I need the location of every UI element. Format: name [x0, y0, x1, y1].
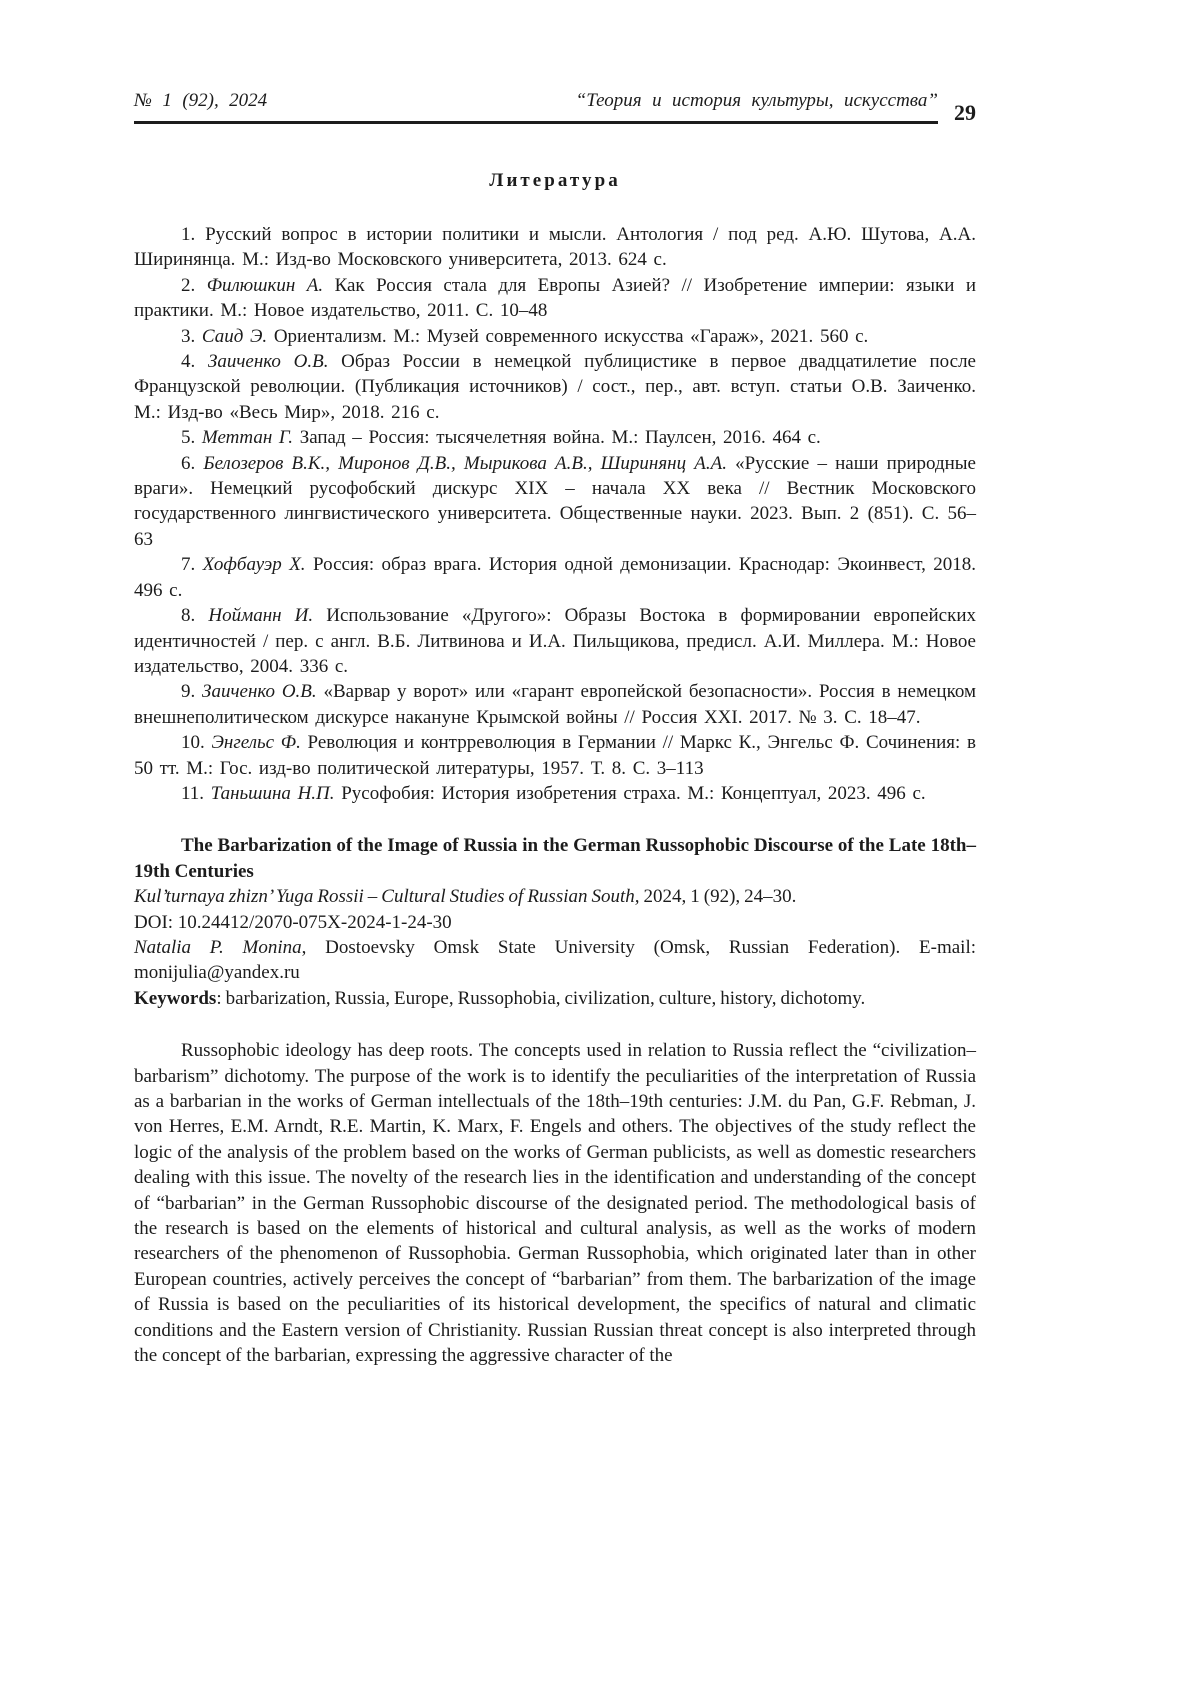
english-metadata-block: [134, 833, 976, 1011]
reference-text: Россия: образ врага. История одной демонизации. Краснодар: Экоинвест, 2018. 496 с.: [134, 554, 976, 601]
reference-authors: Филюшкин А.: [206, 274, 324, 296]
reference-item: [134, 552, 976, 603]
page-header: [134, 90, 976, 124]
reference-number: 4.: [181, 351, 196, 373]
journal-title: “Теория и история культуры, искусства”: [575, 90, 938, 111]
reference-number: 8.: [181, 605, 196, 627]
keywords-text: : barbarization, Russia, Europe, Russophobia, civilization, culture, history, dichotomy.: [216, 987, 866, 1009]
keywords-label: Keywords: [134, 987, 217, 1009]
reference-item: [134, 730, 976, 781]
journal-name-transliterated: Kul’turnaya zhizn’ Yuga Rossii – Cultural Studies of Russian South,: [134, 886, 640, 908]
reference-number: 5.: [181, 427, 196, 449]
doi-line: DOI: 10.24412/2070-075X-2024-1-24-30: [134, 911, 452, 933]
reference-item: [134, 222, 976, 273]
reference-number: 11.: [181, 782, 205, 804]
header-rule: [134, 90, 938, 124]
reference-authors: Энгельс Ф.: [211, 732, 301, 754]
abstract-section: [134, 1038, 976, 1368]
reference-authors: Белозеров В.К., Миронов Д.В., Мырикова А.В., Ширинянц А.А.: [203, 452, 727, 474]
reference-item: [134, 451, 976, 553]
reference-number: 9.: [181, 681, 196, 703]
reference-authors: Заиченко О.В.: [207, 351, 329, 373]
citation-line: [134, 884, 976, 909]
author-name: Natalia P. Monina: [134, 936, 302, 958]
reference-number: 7.: [181, 554, 196, 576]
reference-item: [134, 273, 976, 324]
reference-text: Образ России в немецкой публицистике в первое двадцатилетие после Французской революции. (Публикация источников) / сост., пер., авт. вступ. статьи О.В. Заиченко. М.: Изд-во «Весь Мир», 2018. 216 с.: [134, 351, 976, 423]
reference-text: Запад – Россия: тысячелетняя война. М.: Паулсен, 2016. 464 с.: [299, 427, 821, 449]
reference-number: 2.: [181, 274, 196, 296]
reference-item: [134, 781, 976, 806]
reference-authors: Заиченко О.В.: [202, 681, 317, 703]
reference-item: [134, 603, 976, 679]
reference-number: 1.: [181, 224, 196, 245]
issue-label: № 1 (92), 2024: [134, 90, 268, 111]
english-article-title: The Barbarization of the Image of Russia in the German Russophobic Discourse of the Late 18th–19th Centuries: [134, 835, 976, 882]
reference-authors: Хофбауэр Х.: [202, 554, 306, 576]
reference-authors: Нойманн И.: [208, 605, 314, 627]
reference-text: «Русские – наши природные враги». Немецкий русофобский дискурс XIX – начала XX века // Вестник Московского государственного лингвистического университета. Общественные науки. 2023. Вып. 2 (851). С. 56–63: [134, 452, 976, 550]
abstract-paragraph: Russophobic ideology has deep roots. The concepts used in relation to Russia reflect the “civilization–barbarism” dichotomy. The purpose of the work is to identify the peculiarities of the interpretation of Russia as a barbarian in the works of German intellectuals of the 18th–19th centuries: J.M. du Pan, G.F. Rebman, J. von Herres, E.M. Arndt, R.E. Martin, K. Marx, F. Engels and others. The objectives of the study reflect the logic of the analysis of the problem based on the works of German publicists, as well as domestic researchers dealing with this issue. The novelty of the research lies in the identification and understanding of the concept of “barbarian” in the German Russophobic discourse of the designated period. The methodological basis of the research is based on the elements of historical and cultural analysis, as well as the works of modern researchers of the phenomenon of Russophobia. German Russophobia, which originated later than in other European countries, actively perceives the concept of “barbarian” from them. The barbarization of the image of Russia is based on the peculiarities of its historical development, the specifics of natural and climatic conditions and the Eastern version of Christianity. Russian Russian threat concept is also interpreted through the concept of the barbarian, expressing the aggressive character of the: [134, 1040, 976, 1367]
reference-number: 6.: [181, 452, 196, 474]
reference-item: [134, 324, 976, 349]
reference-authors: Меттан Г.: [201, 427, 294, 449]
reference-text: Как Россия стала для Европы Азией? // Изобретение империи: языки и практики. М.: Новое издательство, 2011. С. 10–48: [134, 274, 977, 322]
reference-number: 3.: [181, 325, 196, 347]
reference-authors: Саид Э.: [201, 325, 268, 347]
author-affiliation-email: , Dostoevsky Omsk State University (Omsk, Russian Federation). E-mail: monijulia@yandex.ru: [134, 936, 976, 984]
reference-number: 10.: [181, 732, 205, 754]
reference-text: Ориентализм. М.: Музей современного искусства «Гараж», 2021. 560 с.: [273, 325, 869, 347]
reference-item: [134, 679, 976, 730]
page-number: 29: [954, 100, 976, 125]
citation-issue-pages: 2024, 1 (92), 24–30.: [639, 886, 797, 908]
literature-heading: Литература: [489, 170, 621, 191]
reference-text: Русский вопрос в истории политики и мысли. Антология / под ред. А.Ю. Шутова, А.А. Ширинянца. М.: Изд-во Московского университета, 2013. 624 с.: [134, 224, 976, 271]
reference-item: [134, 349, 976, 425]
keywords-line: [134, 986, 976, 1011]
author-line: [134, 935, 976, 986]
reference-authors: Таньшина Н.П.: [210, 782, 335, 804]
reference-text: «Варвар у ворот» или «гарант европейской безопасности». Россия в немецком внешнеполитическом дискурсе накануне Крымской войны // Россия XXI. 2017. № 3. С. 18–47.: [134, 681, 976, 728]
reference-text: Использование «Другого»: Образы Востока в формировании европейских идентичностей / пер. с англ. В.Б. Литвинова и И.А. Пильщикова, предисл. А.И. Миллера. М.: Новое издательство, 2004. 336 с.: [134, 605, 976, 677]
reference-list: [134, 222, 976, 806]
reference-text: Русофобия: История изобретения страха. М.: Концептуал, 2023. 496 с.: [341, 782, 926, 804]
reference-item: [134, 425, 976, 450]
reference-text: Революция и контрреволюция в Германии // Маркс К., Энгельс Ф. Сочинения: в 50 тт. М.: Гос. изд-во политической литературы, 1957. Т. 8. С. 3–113: [134, 732, 976, 779]
